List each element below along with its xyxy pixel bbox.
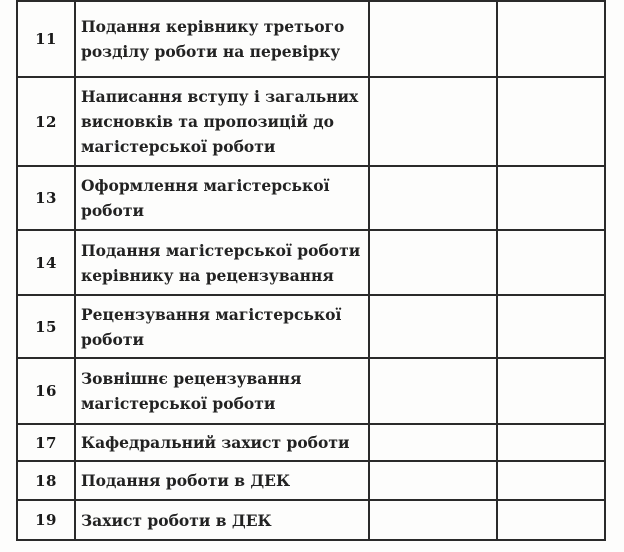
table-row <box>17 166 605 230</box>
task-text: Захист роботи в ДЕК <box>81 510 272 530</box>
task-description <box>75 461 369 500</box>
note-cell <box>497 295 605 358</box>
deadline-cell <box>369 358 497 424</box>
task-text: Написання вступу і загальних висновків та пропозицій до магістерської роботи <box>81 87 359 156</box>
deadline-cell <box>369 166 497 230</box>
task-description <box>75 77 369 166</box>
task-text: Оформлення магістерської роботи <box>81 176 330 220</box>
row-number: 14 <box>17 230 75 295</box>
row-number: 16 <box>17 358 75 424</box>
row-number: 18 <box>17 461 75 500</box>
note-cell <box>497 166 605 230</box>
task-text: Подання магістерської роботи керівнику на рецензування <box>81 240 361 285</box>
row-number: 19 <box>17 500 75 540</box>
task-description <box>75 500 369 540</box>
row-number: 15 <box>17 295 75 358</box>
deadline-cell <box>369 461 497 500</box>
note-cell <box>497 358 605 424</box>
task-description <box>75 166 369 230</box>
task-text: Рецензування магістерської роботи <box>81 304 342 349</box>
note-cell <box>497 230 605 295</box>
task-text: Подання роботи в ДЕК <box>81 471 291 490</box>
note-cell <box>497 1 605 77</box>
task-text: Подання керівнику третього розділу роботи на перевірку <box>81 17 345 61</box>
task-description <box>75 1 369 77</box>
table-row <box>17 461 605 500</box>
deadline-cell <box>369 1 497 77</box>
deadline-cell <box>369 295 497 358</box>
note-cell <box>497 424 605 461</box>
work-schedule-table <box>16 0 606 541</box>
table-row <box>17 77 605 166</box>
row-number: 13 <box>17 166 75 230</box>
task-text: Кафедральний захист роботи <box>81 433 350 452</box>
deadline-cell <box>369 500 497 540</box>
task-description <box>75 230 369 295</box>
deadline-cell <box>369 230 497 295</box>
deadline-cell <box>369 77 497 166</box>
task-text: Зовнішнє рецензування магістерської роботи <box>81 369 302 413</box>
task-description <box>75 424 369 461</box>
deadline-cell <box>369 424 497 461</box>
note-cell <box>497 461 605 500</box>
row-number: 11 <box>17 1 75 77</box>
table-row <box>17 500 605 540</box>
table-row <box>17 230 605 295</box>
table-row <box>17 295 605 358</box>
row-number: 17 <box>17 424 75 461</box>
note-cell <box>497 500 605 540</box>
table-row <box>17 424 605 461</box>
task-description <box>75 358 369 424</box>
row-number: 12 <box>17 77 75 166</box>
table-row <box>17 1 605 77</box>
task-description <box>75 295 369 358</box>
table-row <box>17 358 605 424</box>
note-cell <box>497 77 605 166</box>
